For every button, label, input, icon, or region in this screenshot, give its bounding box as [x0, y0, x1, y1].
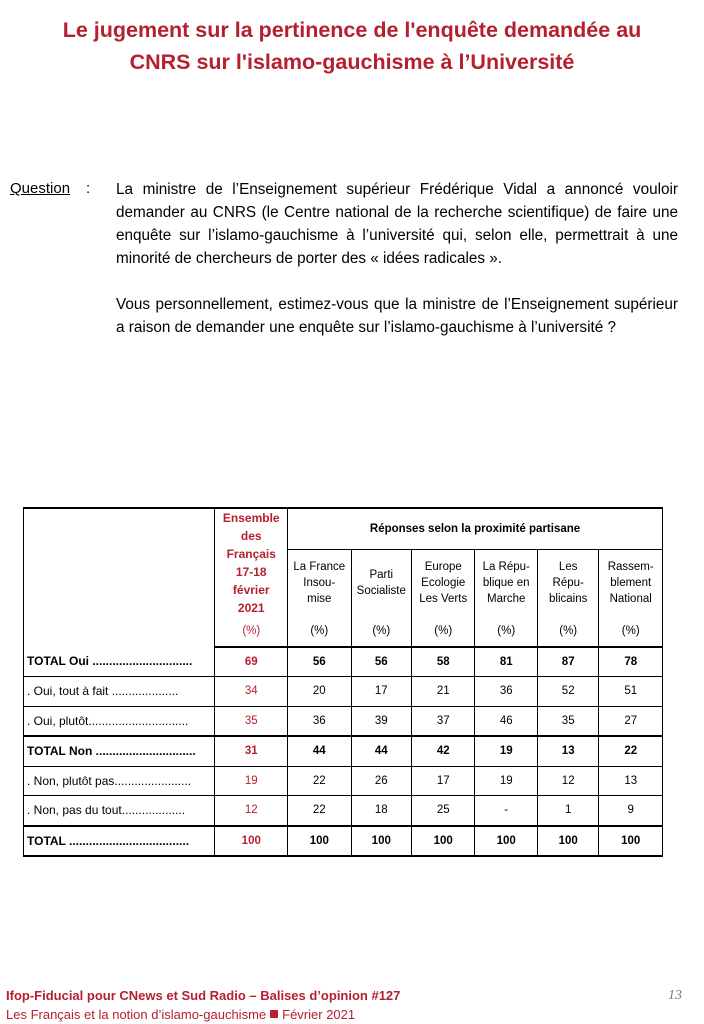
row-label: TOTAL Non ..............................: [24, 736, 215, 766]
ensemble-value: 12: [215, 796, 288, 826]
party-value: 100: [351, 826, 411, 857]
party-header-line: Insou-: [303, 577, 336, 590]
row-label: . Non, plutôt pas.......................: [24, 766, 215, 796]
pct-unit: (%): [599, 617, 663, 647]
ensemble-header-line: février: [232, 583, 270, 597]
pct-unit: (%): [537, 617, 598, 647]
question-paragraph-2: Vous personnellement, estimez-vous que la ministre de l’Enseignement supérieur a raison de demander une enquête sur l’islamo-gauchisme à l’université ?: [116, 296, 678, 336]
party-header-line: Répu-: [552, 577, 584, 590]
table-row: [24, 766, 663, 796]
pct-unit: (%): [288, 617, 351, 647]
party-value: 46: [475, 706, 537, 736]
party-value: 35: [537, 706, 598, 736]
party-header-line: Les Verts: [419, 593, 468, 606]
pct-unit: (%): [215, 617, 288, 647]
party-value: 12: [537, 766, 598, 796]
party-header-line: blicains: [549, 593, 588, 606]
ensemble-header-line: Français: [226, 547, 276, 561]
party-value: 19: [475, 736, 537, 766]
party-value: 100: [475, 826, 537, 857]
party-header-line: blique en: [482, 577, 530, 590]
party-value: 58: [412, 647, 475, 677]
party-value: 37: [412, 706, 475, 736]
party-header-line: mise: [307, 593, 332, 606]
party-value: 100: [537, 826, 598, 857]
party-value: 42: [412, 736, 475, 766]
party-value: 36: [288, 706, 351, 736]
party-header-line: Rassem-: [607, 561, 654, 574]
party-value: 19: [475, 766, 537, 796]
party-value: 44: [351, 736, 411, 766]
page-number: 13: [668, 988, 682, 1003]
party-value: 56: [351, 647, 411, 677]
party-value: -: [475, 796, 537, 826]
party-header-line: Parti: [369, 569, 394, 582]
ensemble-header-line: 2021: [237, 601, 265, 615]
party-value: 22: [288, 796, 351, 826]
question-label: Question: [10, 180, 71, 197]
party-header-line: National: [609, 593, 652, 606]
party-header-line: Marche: [487, 593, 526, 606]
ensemble-header-line: des: [240, 529, 262, 543]
party-header-line: La France: [293, 561, 346, 574]
party-value: 13: [599, 766, 663, 796]
party-value: 56: [288, 647, 351, 677]
pct-unit: (%): [351, 617, 411, 647]
party-header-lfi: [288, 549, 351, 617]
party-value: 18: [351, 796, 411, 826]
party-value: 51: [599, 677, 663, 707]
party-value: 87: [537, 647, 598, 677]
party-value: 36: [475, 677, 537, 707]
party-value: 21: [412, 677, 475, 707]
party-value: 100: [599, 826, 663, 857]
party-value: 78: [599, 647, 663, 677]
party-value: 17: [412, 766, 475, 796]
ensemble-header-line: 17-18: [235, 565, 267, 579]
ensemble-value: 34: [215, 677, 288, 707]
party-value: 22: [288, 766, 351, 796]
party-value: 1: [537, 796, 598, 826]
square-bullet-icon: [270, 1010, 278, 1018]
party-header-lrem: [475, 549, 537, 617]
row-label: TOTAL ....................................: [24, 826, 215, 857]
title-line-1: Le jugement sur la pertinence de l'enquête demandée au: [62, 18, 642, 42]
party-value: 9: [599, 796, 663, 826]
table-row: [24, 706, 663, 736]
party-header-line: La Répu-: [482, 561, 530, 574]
party-value: 22: [599, 736, 663, 766]
party-value: 44: [288, 736, 351, 766]
ensemble-value: 19: [215, 766, 288, 796]
party-value: 39: [351, 706, 411, 736]
results-table: [23, 507, 663, 857]
footer-date: Février 2021: [282, 1007, 356, 1022]
party-header-eelv: [412, 549, 475, 617]
table-row: [24, 677, 663, 707]
pct-unit: (%): [475, 617, 537, 647]
party-group-header: Réponses selon la proximité partisane: [288, 508, 663, 549]
party-value: 81: [475, 647, 537, 677]
party-value: 27: [599, 706, 663, 736]
question-text: [116, 178, 678, 362]
ensemble-header-line: Ensemble: [222, 511, 280, 525]
table-row: [24, 736, 663, 766]
party-value: 100: [288, 826, 351, 857]
party-value: 25: [412, 796, 475, 826]
row-label: TOTAL Oui ..............................: [24, 647, 215, 677]
party-value: 26: [351, 766, 411, 796]
party-header-rn: [599, 549, 663, 617]
party-value: 20: [288, 677, 351, 707]
ensemble-value: 31: [215, 736, 288, 766]
row-label: . Oui, plutôt..............................: [24, 706, 215, 736]
party-header-line: Les: [558, 561, 578, 574]
footer-subtitle: [6, 1007, 355, 1022]
title-line-2: CNRS sur l'islamo-gauchisme à l’Université: [129, 50, 575, 74]
table-row: [24, 796, 663, 826]
corner-cell: [24, 508, 215, 647]
table-row: [24, 826, 663, 857]
party-header-lr: [537, 549, 598, 617]
pct-unit: (%): [412, 617, 475, 647]
party-header-line: Europe: [424, 561, 462, 574]
party-value: 17: [351, 677, 411, 707]
row-label: . Oui, tout à fait ....................: [24, 677, 215, 707]
party-value: 100: [412, 826, 475, 857]
ensemble-value: 35: [215, 706, 288, 736]
party-header-ps: [351, 549, 411, 617]
footer-study-name: Les Français et la notion d’islamo-gauchisme: [6, 1007, 267, 1022]
ensemble-header: [215, 508, 288, 617]
party-header-line: Ecologie: [421, 577, 466, 590]
party-value: 52: [537, 677, 598, 707]
row-label: . Non, pas du tout...................: [24, 796, 215, 826]
footer-source: Ifop-Fiducial pour CNews et Sud Radio – Balises d’opinion #127: [6, 988, 401, 1003]
party-value: 13: [537, 736, 598, 766]
ensemble-value: 100: [215, 826, 288, 857]
party-header-line: blement: [610, 577, 652, 590]
question-paragraph-1: La ministre de l’Enseignement supérieur Frédérique Vidal a annoncé vouloir demander au CNRS (le Centre national de la recherche scientifique) de faire une enquête sur l’islamo-gauchisme à l’université qui, selon elle, permettrait à une minorité de chercheurs de porter des « idées radicales ».: [116, 181, 678, 267]
table-row: [24, 647, 663, 677]
question-colon: :: [86, 180, 91, 197]
page-title: [0, 14, 704, 78]
ensemble-value: 69: [215, 647, 288, 677]
party-header-line: Socialiste: [356, 585, 406, 598]
